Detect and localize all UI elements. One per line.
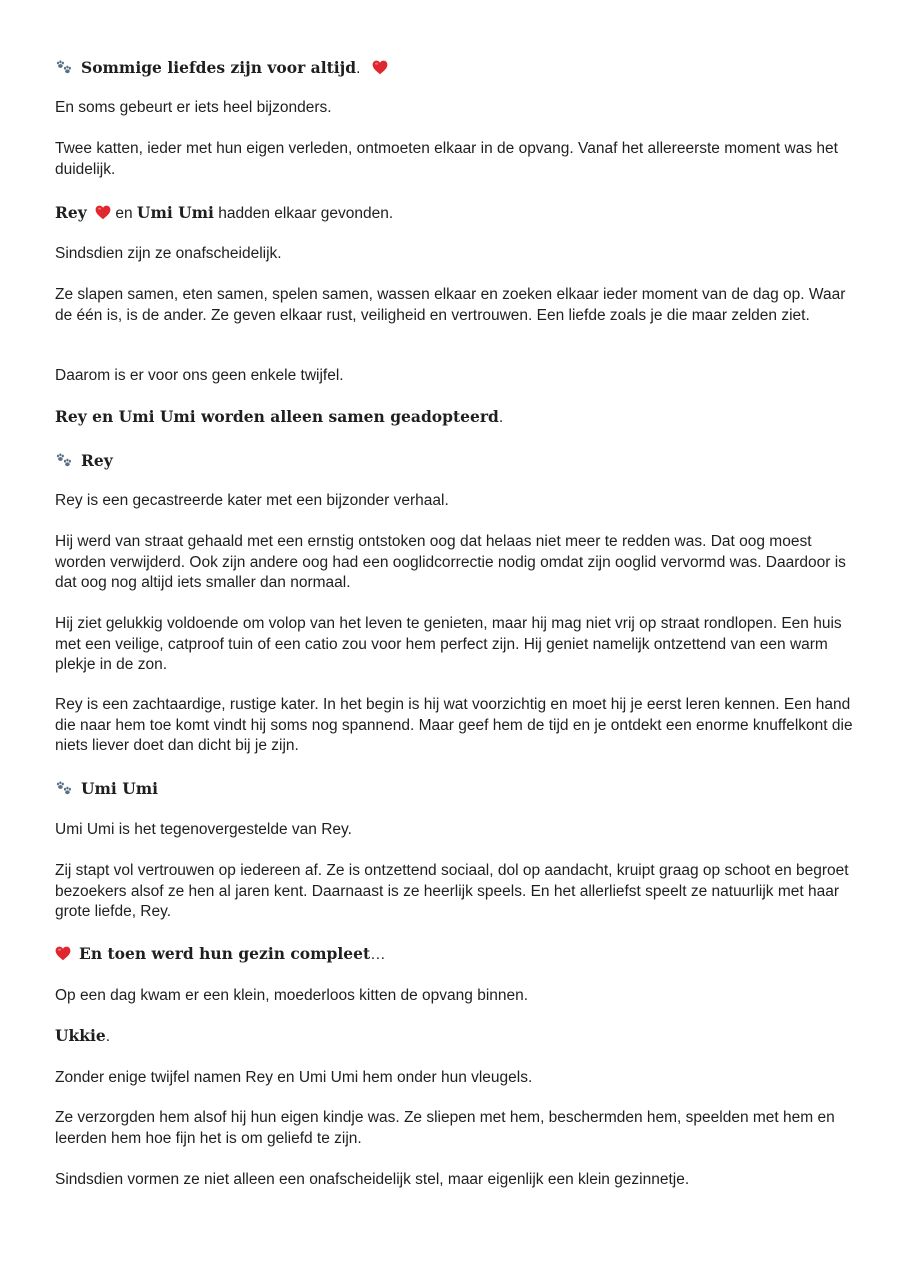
red-heart-icon [95,205,111,220]
rey-paragraph-1: Rey is een gecastreerde kater met een bijzonder verhaal. [55,492,449,509]
section-heading-family: En toen werd hun gezin compleet… [55,944,855,966]
family-paragraph-4: Ze verzorgden hem alsof hij hun eigen kindje was. Ze sliepen met hem, beschermden hem, speelden met hem en leerden hem hoe fijn het is om geliefd te zijn. [55,1109,835,1147]
adoption-condition: Rey en Umi Umi worden alleen samen geadopteerd. [55,407,504,426]
umi-paragraph-1: Umi Umi is het tegenovergestelde van Rey. [55,821,352,838]
paragraph-intro-2: Twee katten, ieder met hun eigen verleden, ontmoeten elkaar in de opvang. Vanaf het allereerste moment was het duidelijk. [55,140,838,178]
paw-prints-icon [55,60,73,74]
paragraph-together: Ze slapen samen, eten samen, spelen samen, wassen elkaar en zoeken elkaar ieder moment van de dag op. Waar de één is, is de ander. Ze geven elkaar rust, veiligheid en vertrouwen. Een liefde zoals je die maar zelden ziet. [55,286,846,324]
red-heart-icon [372,60,388,75]
section-heading-umi-umi: Umi Umi [55,779,855,800]
paragraph-found-each-other: Rey en Umi Umi hadden elkaar gevonden. [55,203,394,222]
rey-paragraph-2: Hij werd van straat gehaald met een ernstig ontstoken oog dat helaas niet meer te redden was. Dat oog moest worden verwijderd. Ook zijn andere oog had een ooglidcorrectie nodig omdat zijn ooglid vervormd was. Daardoor is dat oog nog altijd iets smaller dan normaal. [55,533,846,591]
paragraph-intro-1: En soms gebeurt er iets heel bijzonders. [55,99,332,116]
intro-heading-text: Sommige liefdes zijn voor altijd [81,58,357,77]
intro-heading: Sommige liefdes zijn voor altijd. [55,58,855,80]
paw-prints-icon [55,453,73,467]
umi-paragraph-2: Zij stapt vol vertrouwen op iedereen af. Ze is ontzettend sociaal, dol op aandacht, kruipt graag op schoot en begroet bezoekers alsof ze hen al jaren kent. Daarnaast is ze heerlijk speels. En het allerliefst speelt ze natuurlijk met haar grote liefde, Rey. [55,862,849,920]
name-umi-umi: Umi Umi [136,203,214,222]
paragraph-inseparable: Sindsdien zijn ze onafscheidelijk. [55,245,282,262]
family-paragraph-1: Op een dag kwam er een klein, moederloos kitten de opvang binnen. [55,987,529,1004]
red-heart-icon [55,946,71,961]
section-heading-rey: Rey [55,451,855,472]
family-paragraph-3: Zonder enige twijfel namen Rey en Umi Umi hem onder hun vleugels. [55,1069,533,1086]
name-rey: Rey [55,203,87,222]
paragraph-no-doubt: Daarom is er voor ons geen enkele twijfel. [55,367,344,384]
rey-paragraph-3: Hij ziet gelukkig voldoende om volop van het leven te genieten, maar hij mag niet vrij op straat rondlopen. Een huis met een veilige, catproof tuin of een catio zou voor hem perfect zijn. Hij geniet namelijk ontzettend van een warm plekje in de zon. [55,615,842,673]
rey-paragraph-4: Rey is een zachtaardige, rustige kater. In het begin is hij wat voorzichtig en moet hij je eerst leren kennen. Een hand die naar hem toe komt vindt hij soms nog spannend. Maar geef hem de tijd en je ontdekt een enorme knuffelkont die niets liever doet dan dicht bij je zijn. [55,696,853,754]
paw-prints-icon [55,781,73,795]
kitten-name: Ukkie. [55,1026,111,1045]
family-paragraph-5: Sindsdien vormen ze niet alleen een onafscheidelijk stel, maar eigenlijk een klein gezinnetje. [55,1171,690,1188]
